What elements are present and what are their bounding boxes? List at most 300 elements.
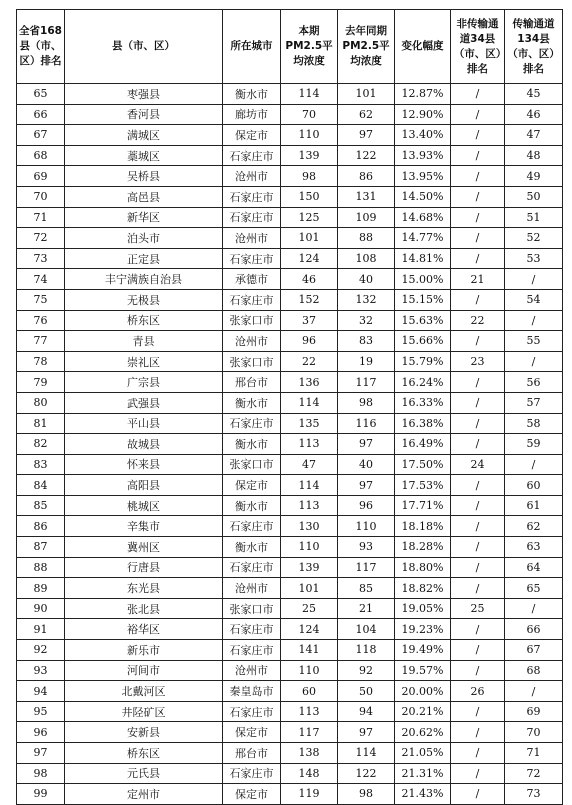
trans-rank-cell: 70	[505, 722, 563, 743]
county-cell: 辛集市	[65, 516, 223, 537]
current-cell: 60	[281, 681, 338, 702]
current-cell: 113	[281, 495, 338, 516]
trans-rank-cell: 57	[505, 392, 563, 413]
nontrans-rank-cell: 24	[451, 454, 505, 475]
rank-cell: 78	[17, 351, 65, 372]
current-cell: 110	[281, 537, 338, 558]
trans-rank-cell: 49	[505, 166, 563, 187]
header-rank168: 全省168县（市、区）排名	[17, 10, 65, 84]
county-cell: 河间市	[65, 660, 223, 681]
county-cell: 广宗县	[65, 372, 223, 393]
table-row	[17, 104, 563, 125]
rank-cell: 98	[17, 763, 65, 784]
lastyear-cell: 85	[338, 578, 395, 599]
lastyear-cell: 97	[338, 475, 395, 496]
change-cell: 12.90%	[395, 104, 451, 125]
trans-rank-cell: 55	[505, 331, 563, 352]
lastyear-cell: 19	[338, 351, 395, 372]
table-row	[17, 413, 563, 434]
nontrans-rank-cell: /	[451, 289, 505, 310]
table-row	[17, 145, 563, 166]
change-cell: 17.71%	[395, 495, 451, 516]
city-cell: 石家庄市	[223, 701, 281, 722]
trans-rank-cell: 59	[505, 434, 563, 455]
nontrans-rank-cell: /	[451, 104, 505, 125]
trans-rank-cell: 45	[505, 84, 563, 105]
table-row	[17, 166, 563, 187]
table-row	[17, 84, 563, 105]
nontrans-rank-cell: /	[451, 495, 505, 516]
header-change: 变化幅度	[395, 10, 451, 84]
city-cell: 石家庄市	[223, 557, 281, 578]
nontrans-rank-cell: /	[451, 207, 505, 228]
nontrans-rank-cell: /	[451, 660, 505, 681]
city-cell: 衡水市	[223, 392, 281, 413]
current-cell: 136	[281, 372, 338, 393]
lastyear-cell: 83	[338, 331, 395, 352]
nontrans-rank-cell: /	[451, 84, 505, 105]
change-cell: 14.81%	[395, 248, 451, 269]
change-cell: 15.66%	[395, 331, 451, 352]
trans-rank-cell: 51	[505, 207, 563, 228]
trans-rank-cell: /	[505, 454, 563, 475]
trans-rank-cell: 48	[505, 145, 563, 166]
city-cell: 张家口市	[223, 351, 281, 372]
county-cell: 安新县	[65, 722, 223, 743]
header-trans-rank: 传输通道134县（市、区）排名	[505, 10, 563, 84]
nontrans-rank-cell: /	[451, 166, 505, 187]
nontrans-rank-cell: /	[451, 475, 505, 496]
trans-rank-cell: 73	[505, 784, 563, 805]
current-cell: 110	[281, 125, 338, 146]
rank-cell: 70	[17, 186, 65, 207]
county-cell: 武强县	[65, 392, 223, 413]
change-cell: 15.15%	[395, 289, 451, 310]
table-row	[17, 619, 563, 640]
county-cell: 定州市	[65, 784, 223, 805]
county-cell: 冀州区	[65, 537, 223, 558]
city-cell: 秦皇岛市	[223, 681, 281, 702]
city-cell: 沧州市	[223, 166, 281, 187]
change-cell: 16.49%	[395, 434, 451, 455]
current-cell: 101	[281, 578, 338, 599]
nontrans-rank-cell: 22	[451, 310, 505, 331]
city-cell: 沧州市	[223, 578, 281, 599]
rank-cell: 77	[17, 331, 65, 352]
table-row	[17, 289, 563, 310]
table-row	[17, 681, 563, 702]
trans-rank-cell: 61	[505, 495, 563, 516]
county-cell: 行唐县	[65, 557, 223, 578]
city-cell: 衡水市	[223, 537, 281, 558]
rank-cell: 89	[17, 578, 65, 599]
city-cell: 石家庄市	[223, 413, 281, 434]
current-cell: 124	[281, 248, 338, 269]
nontrans-rank-cell: /	[451, 516, 505, 537]
current-cell: 114	[281, 84, 338, 105]
lastyear-cell: 109	[338, 207, 395, 228]
nontrans-rank-cell: 21	[451, 269, 505, 290]
rank-cell: 84	[17, 475, 65, 496]
county-cell: 青县	[65, 331, 223, 352]
lastyear-cell: 104	[338, 619, 395, 640]
table-row	[17, 351, 563, 372]
rank-cell: 71	[17, 207, 65, 228]
city-cell: 石家庄市	[223, 640, 281, 661]
change-cell: 13.93%	[395, 145, 451, 166]
city-cell: 邢台市	[223, 372, 281, 393]
table-row	[17, 557, 563, 578]
trans-rank-cell: /	[505, 681, 563, 702]
county-cell: 新乐市	[65, 640, 223, 661]
table-row	[17, 269, 563, 290]
nontrans-rank-cell: /	[451, 537, 505, 558]
trans-rank-cell: 60	[505, 475, 563, 496]
lastyear-cell: 40	[338, 454, 395, 475]
current-cell: 130	[281, 516, 338, 537]
city-cell: 张家口市	[223, 454, 281, 475]
table-row	[17, 372, 563, 393]
current-cell: 98	[281, 166, 338, 187]
lastyear-cell: 97	[338, 125, 395, 146]
rank-cell: 91	[17, 619, 65, 640]
nontrans-rank-cell: /	[451, 372, 505, 393]
nontrans-rank-cell: /	[451, 125, 505, 146]
trans-rank-cell: /	[505, 310, 563, 331]
change-cell: 20.00%	[395, 681, 451, 702]
rank-cell: 80	[17, 392, 65, 413]
table-row	[17, 784, 563, 805]
county-cell: 新华区	[65, 207, 223, 228]
header-city: 所在城市	[223, 10, 281, 84]
city-cell: 衡水市	[223, 434, 281, 455]
rank-cell: 76	[17, 310, 65, 331]
table-row	[17, 660, 563, 681]
county-cell: 怀来县	[65, 454, 223, 475]
county-cell: 桥东区	[65, 743, 223, 764]
lastyear-cell: 62	[338, 104, 395, 125]
lastyear-cell: 118	[338, 640, 395, 661]
county-cell: 满城区	[65, 125, 223, 146]
county-cell: 高邑县	[65, 186, 223, 207]
city-cell: 邢台市	[223, 743, 281, 764]
table-row	[17, 763, 563, 784]
rank-cell: 82	[17, 434, 65, 455]
city-cell: 石家庄市	[223, 145, 281, 166]
trans-rank-cell: 71	[505, 743, 563, 764]
trans-rank-cell: /	[505, 351, 563, 372]
current-cell: 138	[281, 743, 338, 764]
rank-cell: 92	[17, 640, 65, 661]
change-cell: 19.49%	[395, 640, 451, 661]
city-cell: 衡水市	[223, 84, 281, 105]
table-row	[17, 701, 563, 722]
lastyear-cell: 132	[338, 289, 395, 310]
rank-cell: 69	[17, 166, 65, 187]
county-cell: 故城县	[65, 434, 223, 455]
change-cell: 17.50%	[395, 454, 451, 475]
lastyear-cell: 101	[338, 84, 395, 105]
current-cell: 113	[281, 434, 338, 455]
lastyear-cell: 32	[338, 310, 395, 331]
change-cell: 19.23%	[395, 619, 451, 640]
county-cell: 北戴河区	[65, 681, 223, 702]
lastyear-cell: 96	[338, 495, 395, 516]
rank-cell: 65	[17, 84, 65, 105]
nontrans-rank-cell: /	[451, 578, 505, 599]
table-row	[17, 392, 563, 413]
lastyear-cell: 97	[338, 434, 395, 455]
rank-cell: 86	[17, 516, 65, 537]
nontrans-rank-cell: /	[451, 392, 505, 413]
rank-cell: 72	[17, 228, 65, 249]
county-cell: 藁城区	[65, 145, 223, 166]
current-cell: 150	[281, 186, 338, 207]
lastyear-cell: 117	[338, 372, 395, 393]
city-cell: 保定市	[223, 722, 281, 743]
rank-cell: 66	[17, 104, 65, 125]
current-cell: 141	[281, 640, 338, 661]
trans-rank-cell: /	[505, 598, 563, 619]
current-cell: 96	[281, 331, 338, 352]
table-row	[17, 248, 563, 269]
lastyear-cell: 117	[338, 557, 395, 578]
pm25-ranking-table	[16, 9, 563, 805]
trans-rank-cell: 63	[505, 537, 563, 558]
lastyear-cell: 122	[338, 763, 395, 784]
change-cell: 20.62%	[395, 722, 451, 743]
nontrans-rank-cell: /	[451, 701, 505, 722]
table-row	[17, 743, 563, 764]
table-row	[17, 475, 563, 496]
county-cell: 香河县	[65, 104, 223, 125]
city-cell: 张家口市	[223, 310, 281, 331]
city-cell: 沧州市	[223, 228, 281, 249]
header-county: 县（市、区）	[65, 10, 223, 84]
rank-cell: 93	[17, 660, 65, 681]
county-cell: 泊头市	[65, 228, 223, 249]
trans-rank-cell: 56	[505, 372, 563, 393]
current-cell: 70	[281, 104, 338, 125]
city-cell: 石家庄市	[223, 248, 281, 269]
county-cell: 元氏县	[65, 763, 223, 784]
change-cell: 18.18%	[395, 516, 451, 537]
city-cell: 石家庄市	[223, 186, 281, 207]
trans-rank-cell: 68	[505, 660, 563, 681]
nontrans-rank-cell: /	[451, 434, 505, 455]
table-row	[17, 186, 563, 207]
trans-rank-cell: /	[505, 269, 563, 290]
county-cell: 高阳县	[65, 475, 223, 496]
current-cell: 139	[281, 557, 338, 578]
table-row	[17, 598, 563, 619]
current-cell: 117	[281, 722, 338, 743]
lastyear-cell: 108	[338, 248, 395, 269]
city-cell: 张家口市	[223, 598, 281, 619]
lastyear-cell: 86	[338, 166, 395, 187]
change-cell: 14.77%	[395, 228, 451, 249]
rank-cell: 97	[17, 743, 65, 764]
change-cell: 21.05%	[395, 743, 451, 764]
county-cell: 张北县	[65, 598, 223, 619]
lastyear-cell: 110	[338, 516, 395, 537]
header-row	[17, 10, 563, 84]
current-cell: 148	[281, 763, 338, 784]
lastyear-cell: 93	[338, 537, 395, 558]
change-cell: 18.82%	[395, 578, 451, 599]
current-cell: 114	[281, 392, 338, 413]
change-cell: 20.21%	[395, 701, 451, 722]
trans-rank-cell: 50	[505, 186, 563, 207]
nontrans-rank-cell: /	[451, 145, 505, 166]
header-lastyear: 去年同期PM2.5平均浓度	[338, 10, 395, 84]
lastyear-cell: 98	[338, 784, 395, 805]
rank-cell: 88	[17, 557, 65, 578]
nontrans-rank-cell: 25	[451, 598, 505, 619]
lastyear-cell: 116	[338, 413, 395, 434]
city-cell: 石家庄市	[223, 619, 281, 640]
table-row	[17, 537, 563, 558]
current-cell: 37	[281, 310, 338, 331]
city-cell: 保定市	[223, 784, 281, 805]
county-cell: 裕华区	[65, 619, 223, 640]
county-cell: 井陉矿区	[65, 701, 223, 722]
nontrans-rank-cell: /	[451, 228, 505, 249]
rank-cell: 68	[17, 145, 65, 166]
change-cell: 15.79%	[395, 351, 451, 372]
nontrans-rank-cell: /	[451, 784, 505, 805]
nontrans-rank-cell: /	[451, 640, 505, 661]
trans-rank-cell: 65	[505, 578, 563, 599]
lastyear-cell: 97	[338, 722, 395, 743]
change-cell: 19.05%	[395, 598, 451, 619]
trans-rank-cell: 52	[505, 228, 563, 249]
county-cell: 桥东区	[65, 310, 223, 331]
lastyear-cell: 98	[338, 392, 395, 413]
header-nontrans-rank: 非传输通道34县（市、区）排名	[451, 10, 505, 84]
rank-cell: 87	[17, 537, 65, 558]
change-cell: 16.24%	[395, 372, 451, 393]
trans-rank-cell: 66	[505, 619, 563, 640]
city-cell: 石家庄市	[223, 516, 281, 537]
change-cell: 14.50%	[395, 186, 451, 207]
lastyear-cell: 92	[338, 660, 395, 681]
current-cell: 139	[281, 145, 338, 166]
city-cell: 保定市	[223, 475, 281, 496]
change-cell: 16.38%	[395, 413, 451, 434]
nontrans-rank-cell: /	[451, 248, 505, 269]
current-cell: 119	[281, 784, 338, 805]
city-cell: 石家庄市	[223, 207, 281, 228]
table-row	[17, 516, 563, 537]
rank-cell: 75	[17, 289, 65, 310]
current-cell: 101	[281, 228, 338, 249]
rank-cell: 79	[17, 372, 65, 393]
lastyear-cell: 50	[338, 681, 395, 702]
table-row	[17, 125, 563, 146]
city-cell: 石家庄市	[223, 289, 281, 310]
table-row	[17, 331, 563, 352]
county-cell: 枣强县	[65, 84, 223, 105]
current-cell: 110	[281, 660, 338, 681]
rank-cell: 95	[17, 701, 65, 722]
rank-cell: 81	[17, 413, 65, 434]
change-cell: 21.31%	[395, 763, 451, 784]
table-row	[17, 722, 563, 743]
nontrans-rank-cell: /	[451, 763, 505, 784]
trans-rank-cell: 53	[505, 248, 563, 269]
rank-cell: 73	[17, 248, 65, 269]
county-cell: 崇礼区	[65, 351, 223, 372]
city-cell: 廊坊市	[223, 104, 281, 125]
change-cell: 14.68%	[395, 207, 451, 228]
trans-rank-cell: 64	[505, 557, 563, 578]
nontrans-rank-cell: /	[451, 743, 505, 764]
trans-rank-cell: 46	[505, 104, 563, 125]
county-cell: 正定县	[65, 248, 223, 269]
change-cell: 16.33%	[395, 392, 451, 413]
change-cell: 17.53%	[395, 475, 451, 496]
current-cell: 113	[281, 701, 338, 722]
change-cell: 15.00%	[395, 269, 451, 290]
nontrans-rank-cell: /	[451, 619, 505, 640]
change-cell: 12.87%	[395, 84, 451, 105]
city-cell: 承德市	[223, 269, 281, 290]
rank-cell: 85	[17, 495, 65, 516]
nontrans-rank-cell: 26	[451, 681, 505, 702]
change-cell: 13.40%	[395, 125, 451, 146]
lastyear-cell: 94	[338, 701, 395, 722]
table-row	[17, 454, 563, 475]
county-cell: 无极县	[65, 289, 223, 310]
current-cell: 114	[281, 475, 338, 496]
current-cell: 47	[281, 454, 338, 475]
city-cell: 沧州市	[223, 660, 281, 681]
city-cell: 石家庄市	[223, 763, 281, 784]
current-cell: 152	[281, 289, 338, 310]
rank-cell: 99	[17, 784, 65, 805]
nontrans-rank-cell: 23	[451, 351, 505, 372]
table-row	[17, 640, 563, 661]
lastyear-cell: 122	[338, 145, 395, 166]
nontrans-rank-cell: /	[451, 557, 505, 578]
lastyear-cell: 40	[338, 269, 395, 290]
lastyear-cell: 114	[338, 743, 395, 764]
table-row	[17, 495, 563, 516]
county-cell: 丰宁满族自治县	[65, 269, 223, 290]
trans-rank-cell: 47	[505, 125, 563, 146]
rank-cell: 83	[17, 454, 65, 475]
change-cell: 21.43%	[395, 784, 451, 805]
nontrans-rank-cell: /	[451, 722, 505, 743]
lastyear-cell: 21	[338, 598, 395, 619]
rank-cell: 90	[17, 598, 65, 619]
table-body	[17, 84, 563, 805]
city-cell: 沧州市	[223, 331, 281, 352]
trans-rank-cell: 69	[505, 701, 563, 722]
table-row	[17, 310, 563, 331]
county-cell: 吴桥县	[65, 166, 223, 187]
current-cell: 125	[281, 207, 338, 228]
rank-cell: 74	[17, 269, 65, 290]
table-row	[17, 578, 563, 599]
city-cell: 保定市	[223, 125, 281, 146]
rank-cell: 94	[17, 681, 65, 702]
change-cell: 18.80%	[395, 557, 451, 578]
change-cell: 18.28%	[395, 537, 451, 558]
table-row	[17, 434, 563, 455]
change-cell: 13.95%	[395, 166, 451, 187]
